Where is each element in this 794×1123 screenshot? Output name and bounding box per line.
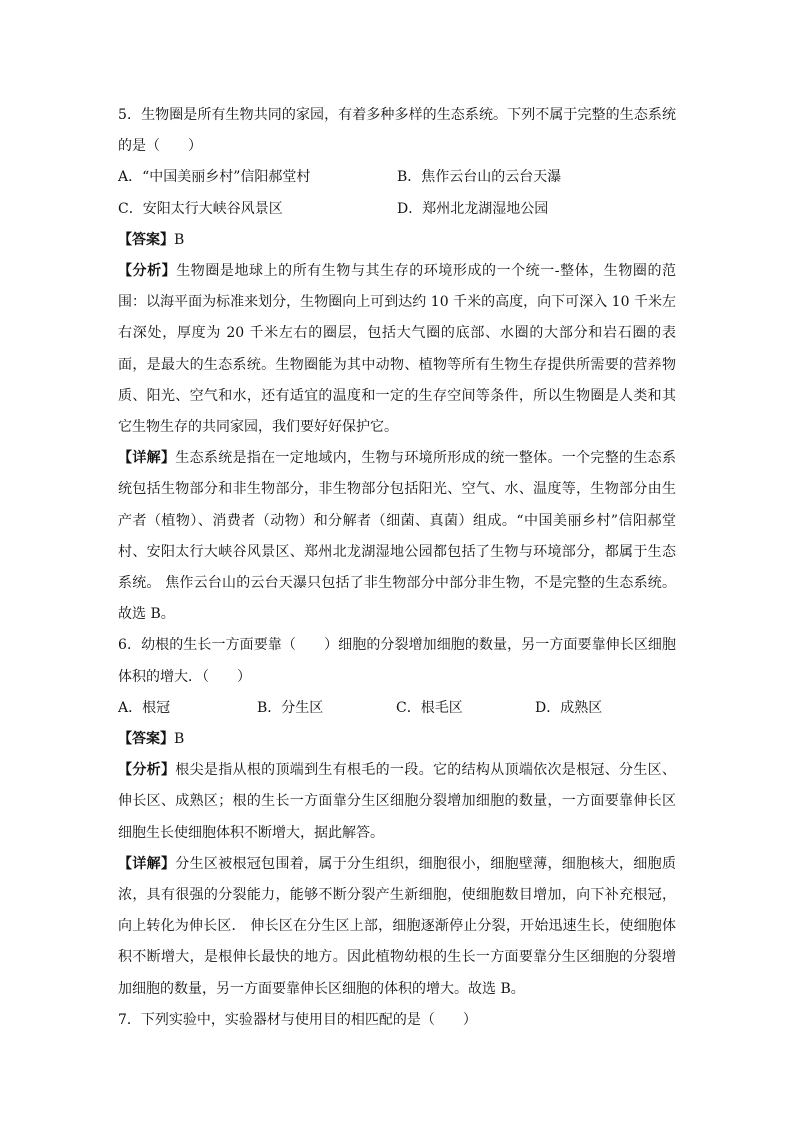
detail-label: 【详解】 <box>118 855 176 872</box>
question-5-option-c: C．安阳太行大峡谷风景区 <box>118 200 283 217</box>
question-6-stem: 6．幼根的生长一方面要靠（ ）细胞的分裂增加细胞的数量，另一方面要靠伸长区细胞体积的增大．（ ） <box>118 637 676 685</box>
analysis-text: 根尖是指从根的顶端到生有根毛的一段。它的结构从顶端依次是根冠、分生区、伸长区、成熟区；根的生长一方面靠分生区细胞分裂增加细胞的数量，一方面要靠伸长区细胞生长使细胞体积不断增大，据此解答。 <box>118 762 677 841</box>
question-6-options-row <box>118 693 676 724</box>
detail-text: 分生区被根冠包围着，属于分生组织，细胞很小，细胞壁薄，细胞核大，细胞质浓，具有很强的分裂能力，能够不断分裂产生新细胞，使细胞数目增加，向下补充根冠，向上转化为伸长区． 伸长区在分生区上部，细胞逐渐停止分裂，开始迅速生长，使细胞体积不断增大，是根伸长最快的地方。因此植物幼根的生长一方面要靠分生区细胞的分裂增加细胞的数量，另一方面要靠伸长区细胞的体积的增大。故选 B。 <box>118 855 677 997</box>
question-6-option-c: C．根毛区 <box>396 699 463 716</box>
question-5-analysis <box>118 256 676 443</box>
question-6-option-d: D．成熟区 <box>535 699 603 716</box>
analysis-label: 【分析】 <box>118 762 176 779</box>
answer-value: B <box>174 231 185 248</box>
question-5-detail <box>118 443 676 630</box>
document-page <box>118 100 676 1036</box>
analysis-label: 【分析】 <box>118 263 177 280</box>
question-6 <box>118 630 676 1004</box>
answer-label: 【答案】 <box>118 231 174 248</box>
question-6-option-a: A．根冠 <box>118 699 171 716</box>
question-7 <box>118 1005 676 1036</box>
question-6-analysis <box>118 755 676 849</box>
question-6-detail <box>118 849 676 1005</box>
question-5-option-a: A．“中国美丽乡村”信阳郝堂村 <box>118 169 311 186</box>
question-5-stem: 5．生物圈是所有生物共同的家园，有着多种多样的生态系统。下列不属于完整的生态系统的是（ ） <box>118 107 676 155</box>
question-5-option-b: B．焦作云台山的云台天瀑 <box>397 169 562 186</box>
detail-label: 【详解】 <box>118 450 176 467</box>
question-5-options-row-2 <box>118 194 676 225</box>
question-5-options-row-1 <box>118 162 676 193</box>
answer-label: 【答案】 <box>118 731 174 748</box>
question-5 <box>118 100 676 630</box>
question-5-answer <box>118 225 676 256</box>
answer-value: B <box>174 731 185 748</box>
question-5-option-d: D．郑州北龙湖湿地公园 <box>397 200 549 217</box>
detail-text: 生态系统是指在一定地域内，生物与环境所形成的统一整体。一个完整的生态系统包括生物部分和非生物部分，非生物部分包括阳光、空气、水、温度等，生物部分由生产者（植物）、消费者（动物）和分解者（细菌、真菌）组成。“中国美丽乡村”信阳郝堂村、安阳太行大峡谷风景区、郑州北龙湖湿地公园都包括了生物与环境部分，都属于生态系统。 焦作云台山的云台天瀑只包括了非生物部分中部分非生物，不是完整的生态系统。故选 B。 <box>118 450 677 623</box>
question-6-option-b: B．分生区 <box>257 699 324 716</box>
question-7-stem: 7．下列实验中，实验器材与使用目的相匹配的是（ ） <box>118 1011 477 1028</box>
question-6-answer <box>118 724 676 755</box>
analysis-text: 生物圈是地球上的所有生物与其生存的环境形成的一个统一-整体，生物圈的范围：以海平面为标准来划分，生物圈向上可到达约 10 千米的高度，向下可深入 10 千米左右深处，厚度为 20 千米左右的圈层，包括大气圈的底部、水圈的大部分和岩石圈的表面，是最大的生态系统。生物圈能为其中动物、植物等所有生物生存提供所需要的营养物质、阳光、空气和水，还有适宜的温度和一定的生存空间等条件，所以生物圈是人类和其它生物生存的共同家园，我们要好好保护它。 <box>118 263 677 436</box>
